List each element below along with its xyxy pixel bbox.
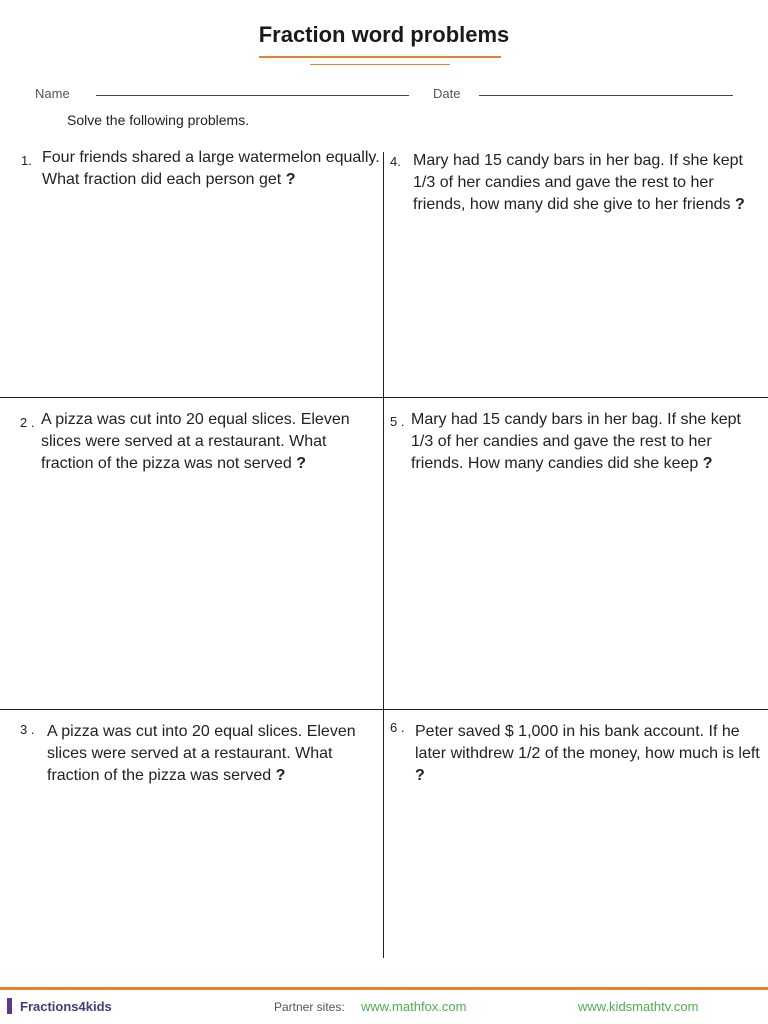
name-field[interactable] bbox=[96, 95, 409, 96]
problem-text: A pizza was cut into 20 equal slices. Eleven slices were served at a restaurant. What fraction of the pizza was not served ? bbox=[41, 411, 350, 472]
mathfox-link[interactable]: www.mathfox.com bbox=[361, 999, 467, 1014]
problem-text: Four friends shared a large watermelon equally. What fraction did each person get ? bbox=[42, 149, 380, 188]
problem-number: 4. bbox=[390, 154, 401, 169]
brand-logo-icon bbox=[7, 998, 12, 1014]
partner-sites-label: Partner sites: bbox=[274, 1000, 345, 1014]
row-divider bbox=[0, 709, 768, 710]
column-divider bbox=[383, 152, 384, 958]
brand-name: Fractions4kids bbox=[20, 999, 112, 1014]
date-label: Date bbox=[433, 86, 461, 101]
problem-number: 1. bbox=[21, 153, 32, 168]
problem-number: 3 . bbox=[20, 722, 35, 737]
problem-number: 5 . bbox=[390, 414, 405, 429]
problem-text: A pizza was cut into 20 equal slices. Eleven slices were served at a restaurant. What fraction of the pizza was served ? bbox=[47, 723, 356, 784]
row-divider bbox=[0, 397, 768, 398]
title-underline-secondary bbox=[310, 64, 450, 65]
problem-text: Peter saved $ 1,000 in his bank account. If he later withdrew 1/2 of the money, how much is left ? bbox=[415, 723, 760, 784]
title-underline bbox=[259, 56, 501, 58]
date-field[interactable] bbox=[479, 95, 733, 96]
problem-text: Mary had 15 candy bars in her bag. If she kept 1/3 of her candies and gave the rest to her friends, how many did she give to her friends ? bbox=[413, 152, 745, 213]
instructions: Solve the following problems. bbox=[67, 112, 250, 128]
footer-bar bbox=[0, 987, 768, 990]
problem-number: 2 . bbox=[20, 415, 35, 430]
kidsmathtv-link[interactable]: www.kidsmathtv.com bbox=[578, 999, 699, 1014]
problem-text: Mary had 15 candy bars in her bag. If she kept 1/3 of her candies and gave the rest to her friends. How many candies did she keep ? bbox=[411, 411, 741, 472]
page-title: Fraction word problems bbox=[258, 22, 510, 47]
name-label: Name bbox=[35, 86, 70, 101]
problem-number: 6 . bbox=[390, 720, 405, 735]
